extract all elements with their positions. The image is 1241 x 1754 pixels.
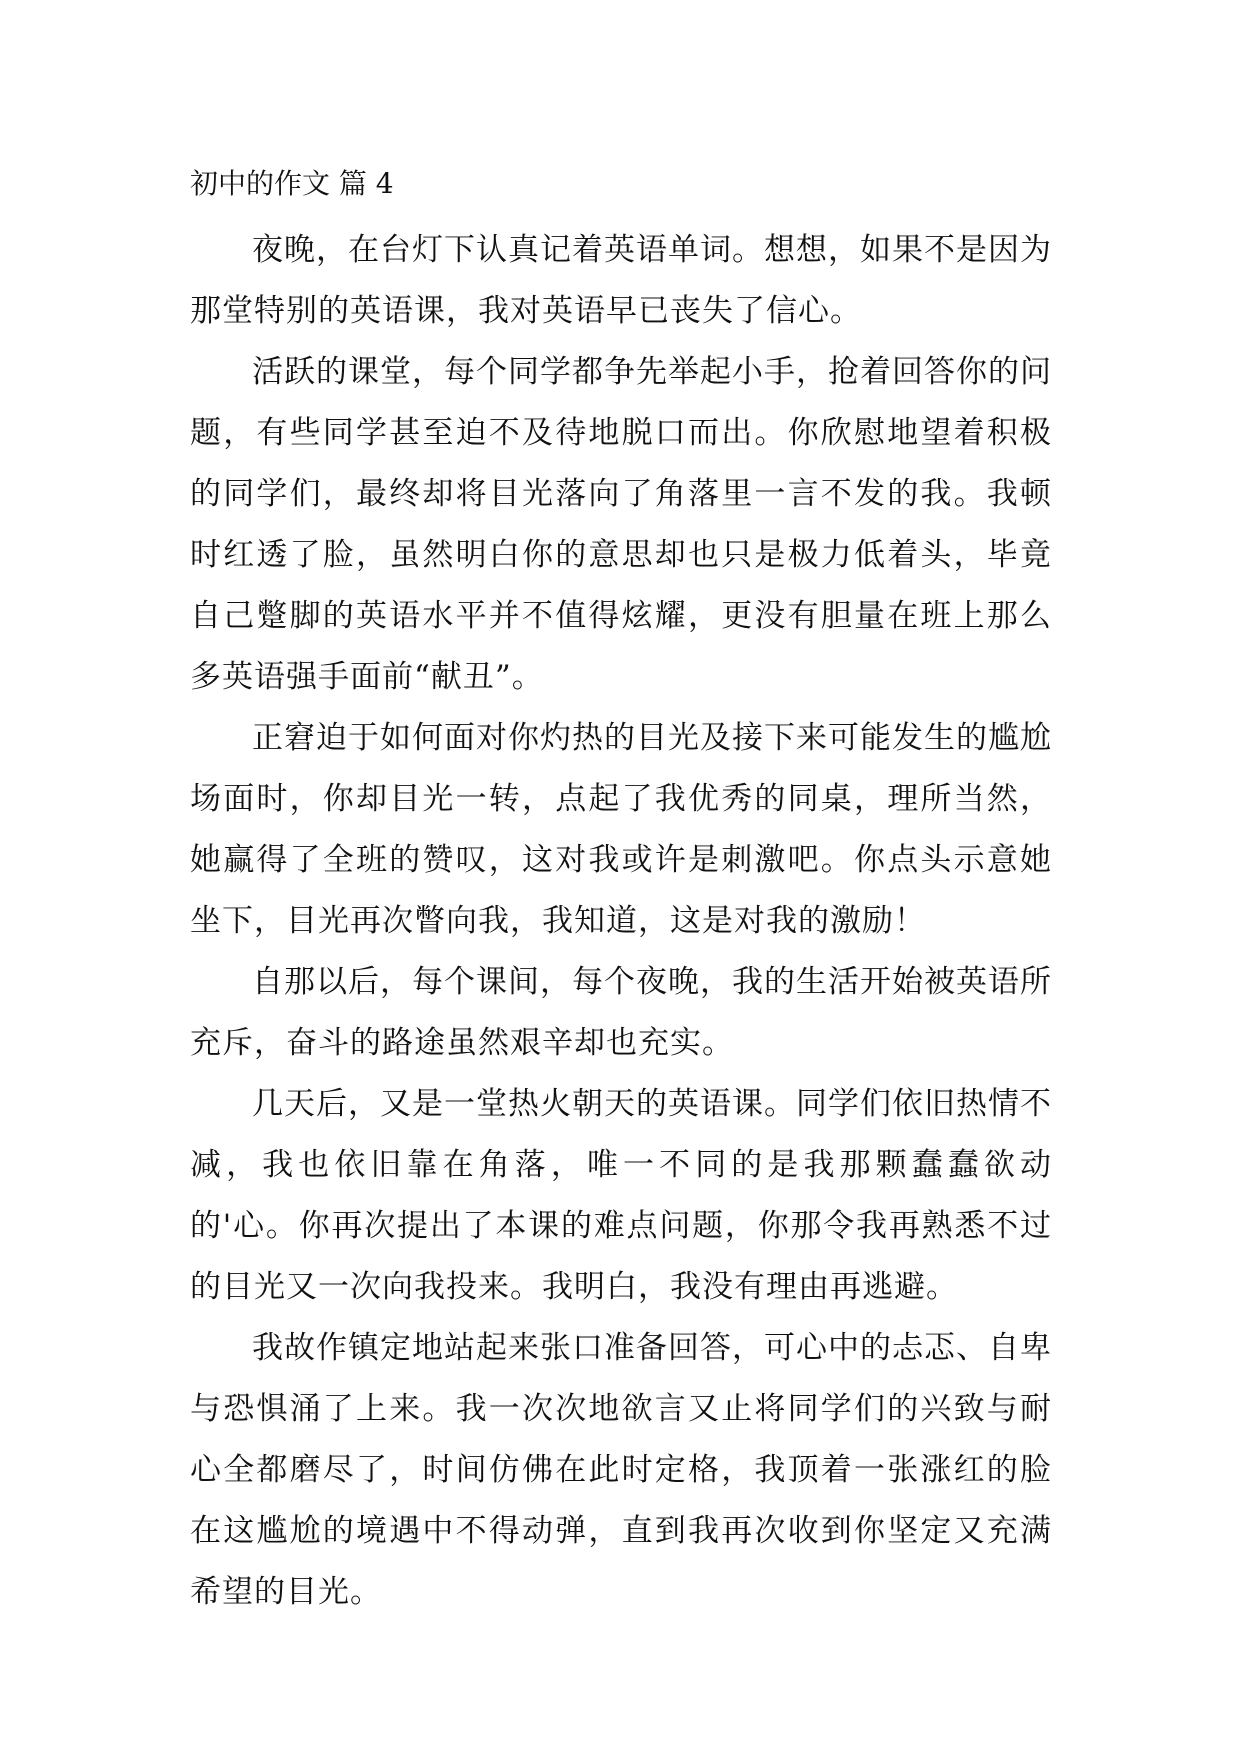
essay-title: 初中的作文 篇 4 (190, 167, 394, 200)
paragraph-2: 活跃的课堂，每个同学都争先举起小手，抢着回答你的问题，有些同学甚至迫不及待地脱口而出。你欣慰地望着积极的同学们，最终却将目光落向了角落里一言不发的我。我顿时红透了脸，虽然明白你的意思却也只是极力低着头，毕竟自己蹩脚的英语水平并不值得炫耀，更没有胆量在班上那么多英语强手面前“献丑”。 (190, 354, 1052, 695)
paragraph-5: 几天后，又是一堂热火朝天的英语课。同学们依旧热情不减，我也依旧靠在角落，唯一不同的是我那颗蠢蠢欲动的'心。你再次提出了本课的难点问题，你那令我再熟悉不过的目光又一次向我投来。我明白，我没有理由再逃避。 (190, 1086, 1052, 1305)
paragraph-6: 我故作镇定地站起来张口准备回答，可心中的忐忑、自卑与恐惧涌了上来。我一次次地欲言又止将同学们的兴致与耐心全都磨尽了，时间仿佛在此时定格，我顶着一张涨红的脸在这尴尬的境遇中不得动弹，直到我再次收到你坚定又充满希望的目光。 (190, 1330, 1052, 1610)
paragraph-3: 正窘迫于如何面对你灼热的目光及接下来可能发生的尴尬场面时，你却目光一转，点起了我优秀的同桌，理所当然，她赢得了全班的赞叹，这对我或许是刺激吧。你点头示意她坐下，目光再次瞥向我，我知道，这是对我的激励！ (190, 720, 1052, 939)
document-page (190, 158, 1052, 1623)
paragraph-1: 夜晚，在台灯下认真记着英语单词。想想，如果不是因为那堂特别的英语课，我对英语早已丧失了信心。 (190, 232, 1052, 329)
paragraph-4: 自那以后，每个课间，每个夜晚，我的生活开始被英语所充斥，奋斗的路途虽然艰辛却也充实。 (190, 964, 1052, 1061)
